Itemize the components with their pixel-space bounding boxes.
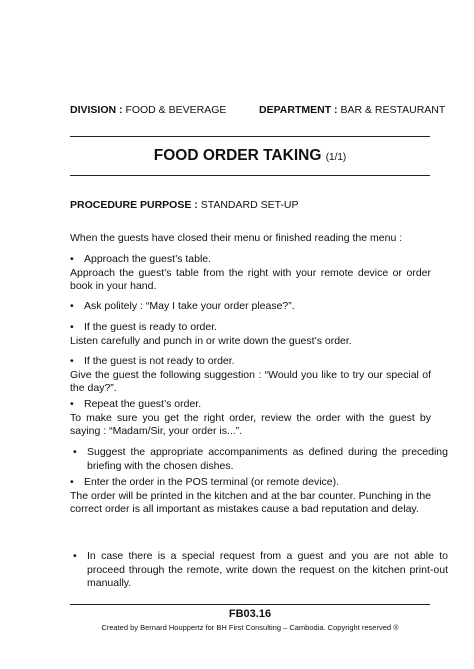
title-divider (70, 175, 430, 176)
procedure-purpose (70, 199, 299, 211)
step-approach-title: Approach the guest’s table. (84, 253, 212, 265)
purpose-value: STANDARD SET-UP (200, 199, 299, 211)
title-suffix: (1/1) (325, 152, 347, 163)
step-special-request-text: In case there is a special request from a guest and you are not able to proceed through the remote, write down the request on the kitchen print-out manually. (87, 550, 448, 590)
bullet-icon: • (70, 355, 74, 367)
bullet-icon: • (70, 253, 74, 265)
step-repeat (70, 398, 431, 439)
step-ready-text: Listen carefully and punch in or write down the guest’s order. (70, 334, 352, 347)
department-field (259, 104, 445, 116)
step-approach-text: Approach the guest’s table from the right with your remote device or order book in your hand. (70, 266, 431, 293)
bullet-icon: • (70, 398, 74, 410)
footer-divider (70, 604, 430, 605)
step-ask (70, 300, 431, 314)
step-suggest (70, 446, 448, 473)
title-main: FOOD ORDER TAKING (153, 147, 322, 164)
department-label: DEPARTMENT : (259, 104, 338, 116)
bullet-icon: • (73, 550, 77, 563)
step-approach (70, 253, 431, 294)
document-code: FB03.16 (228, 608, 272, 620)
copyright-credit: Created by Bernard Houppertz for BH First Consulting – Cambodia. Copyright reserved ® (101, 623, 399, 632)
step-repeat-text: To make sure you get the right order, review the order with the guest by saying : “Madam/Sir, your order is...”. (70, 411, 431, 438)
step-not-ready (70, 355, 431, 396)
header-divider (70, 136, 430, 137)
step-enter-order (70, 476, 431, 517)
division-value: FOOD & BEVERAGE (125, 104, 227, 116)
department-value: BAR & RESTAURANT (340, 104, 446, 116)
step-ready (70, 321, 431, 348)
bullet-icon: • (70, 476, 74, 488)
step-ask-title: Ask politely : “May I take your order please?”. (84, 300, 295, 312)
step-not-ready-title: If the guest is not ready to order. (84, 355, 235, 367)
step-not-ready-text: Give the guest the following suggestion : “Would you like to try our special of the day?”. (70, 368, 431, 395)
step-ready-title: If the guest is ready to order. (84, 321, 218, 333)
step-enter-order-text: The order will be printed in the kitchen and at the bar counter. Punching in the correct order is all important as mistakes cause a bad reputation and delay. (70, 489, 431, 516)
division-label: DIVISION : (70, 104, 123, 116)
step-special-request (70, 550, 448, 591)
purpose-label: PROCEDURE PURPOSE : (70, 199, 198, 211)
intro-text: When the guests have closed their menu or finished reading the menu : (70, 232, 403, 244)
division-field (70, 104, 226, 116)
step-suggest-text: Suggest the appropriate accompaniments as defined during the preceding briefing with the chosen dishes. (87, 446, 448, 472)
bullet-icon: • (70, 321, 74, 333)
step-enter-order-title: Enter the order in the POS terminal (or remote device). (84, 476, 340, 488)
bullet-icon: • (73, 446, 77, 458)
page-title (70, 147, 430, 165)
bullet-icon: • (70, 300, 74, 312)
step-repeat-title: Repeat the guest’s order. (84, 398, 202, 410)
